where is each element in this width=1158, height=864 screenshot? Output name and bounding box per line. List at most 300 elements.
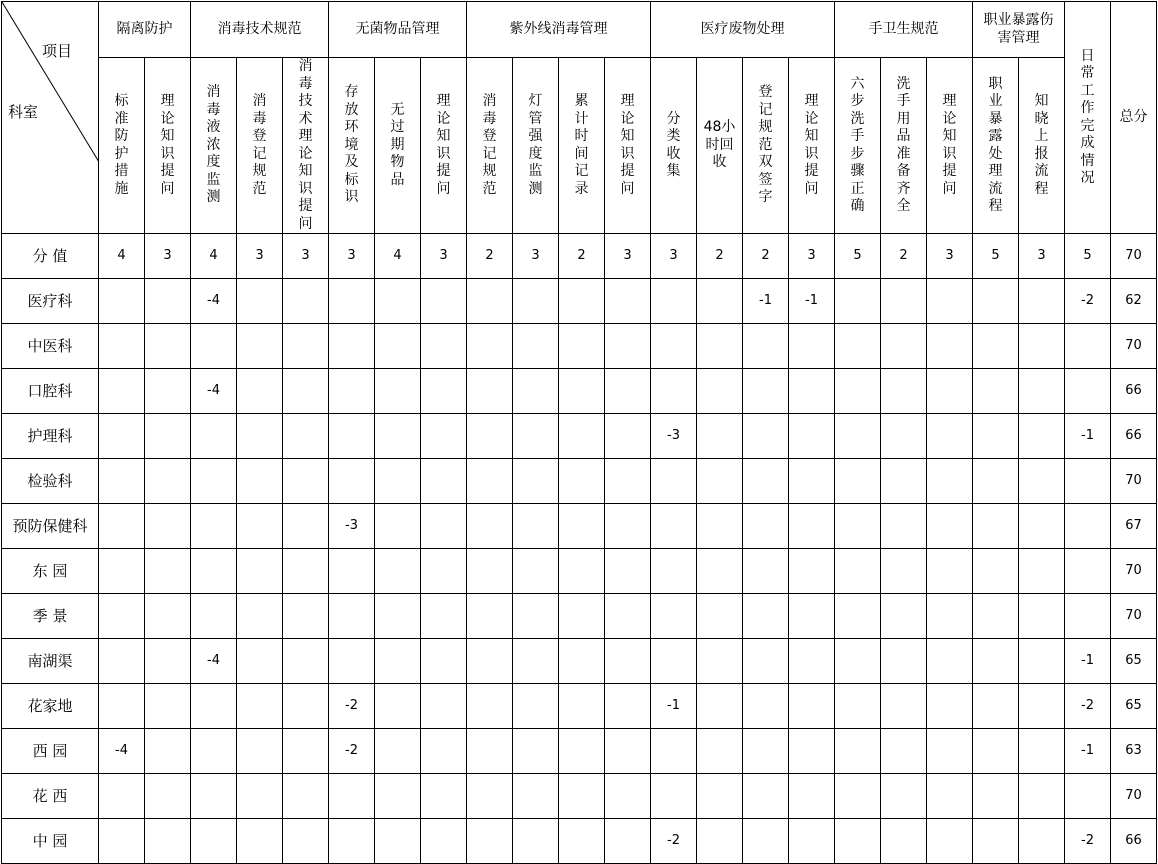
score-cell bbox=[283, 414, 329, 459]
score-cell bbox=[513, 414, 559, 459]
score-cell bbox=[927, 774, 973, 819]
score-cell: -4 bbox=[191, 279, 237, 324]
score-cell: -2 bbox=[1065, 279, 1111, 324]
score-cell bbox=[467, 324, 513, 369]
score-cell bbox=[651, 774, 697, 819]
score-cell bbox=[835, 684, 881, 729]
score-cell bbox=[99, 369, 145, 414]
score-cell bbox=[375, 279, 421, 324]
score-cell bbox=[651, 594, 697, 639]
score-cell bbox=[973, 324, 1019, 369]
score-cell bbox=[467, 684, 513, 729]
score-cell bbox=[99, 414, 145, 459]
score-cell bbox=[973, 414, 1019, 459]
score-cell bbox=[237, 774, 283, 819]
group-header: 医疗废物处理 bbox=[651, 2, 835, 58]
subitem-header: 洗手用品准备齐全 bbox=[881, 58, 927, 234]
score-cell: 5 bbox=[1065, 234, 1111, 279]
score-cell bbox=[789, 549, 835, 594]
score-cell bbox=[559, 639, 605, 684]
score-cell bbox=[329, 774, 375, 819]
score-cell: 3 bbox=[927, 234, 973, 279]
score-cell bbox=[99, 594, 145, 639]
score-cell bbox=[973, 639, 1019, 684]
score-cell bbox=[927, 594, 973, 639]
score-cell: 3 bbox=[329, 234, 375, 279]
score-cell bbox=[789, 684, 835, 729]
subitem-header-row bbox=[2, 58, 1157, 234]
department-name: 口腔科 bbox=[2, 369, 99, 414]
score-cell bbox=[743, 594, 789, 639]
total-cell: 67 bbox=[1111, 504, 1157, 549]
score-cell bbox=[605, 324, 651, 369]
score-cell bbox=[559, 774, 605, 819]
score-cell bbox=[559, 369, 605, 414]
score-cell bbox=[697, 324, 743, 369]
score-cell bbox=[467, 504, 513, 549]
score-cell bbox=[881, 324, 927, 369]
score-cell bbox=[467, 594, 513, 639]
score-cell bbox=[329, 459, 375, 504]
score-cell bbox=[283, 279, 329, 324]
table-row bbox=[2, 504, 1157, 549]
department-name: 检验科 bbox=[2, 459, 99, 504]
score-cell bbox=[375, 774, 421, 819]
score-cell bbox=[835, 324, 881, 369]
score-cell: 3 bbox=[145, 234, 191, 279]
score-cell bbox=[467, 549, 513, 594]
score-cell bbox=[329, 414, 375, 459]
subitem-header: 六步洗手步骤正确 bbox=[835, 58, 881, 234]
score-cell bbox=[145, 819, 191, 864]
table-row bbox=[2, 819, 1157, 864]
department-name: 西 园 bbox=[2, 729, 99, 774]
score-cell: -2 bbox=[1065, 819, 1111, 864]
score-cell: -2 bbox=[329, 729, 375, 774]
score-cell bbox=[1019, 684, 1065, 729]
subitem-header: 消毒登记规范 bbox=[237, 58, 283, 234]
score-cell bbox=[421, 414, 467, 459]
score-cell bbox=[513, 684, 559, 729]
group-header: 消毒技术规范 bbox=[191, 2, 329, 58]
score-cell bbox=[375, 504, 421, 549]
score-cell bbox=[1019, 774, 1065, 819]
score-cell: 4 bbox=[99, 234, 145, 279]
score-cell bbox=[881, 594, 927, 639]
score-cell bbox=[283, 504, 329, 549]
score-cell bbox=[559, 279, 605, 324]
score-cell bbox=[559, 459, 605, 504]
score-cell bbox=[651, 459, 697, 504]
score-cell bbox=[145, 549, 191, 594]
score-cell: 3 bbox=[283, 234, 329, 279]
score-cell bbox=[237, 549, 283, 594]
score-cell bbox=[329, 324, 375, 369]
score-cell bbox=[145, 369, 191, 414]
score-cell bbox=[145, 594, 191, 639]
score-cell bbox=[697, 639, 743, 684]
score-cell bbox=[697, 819, 743, 864]
score-cell: 2 bbox=[559, 234, 605, 279]
department-name: 中 园 bbox=[2, 819, 99, 864]
score-cell bbox=[559, 729, 605, 774]
score-cell: 4 bbox=[191, 234, 237, 279]
score-cell bbox=[835, 459, 881, 504]
table-row bbox=[2, 324, 1157, 369]
total-cell: 70 bbox=[1111, 234, 1157, 279]
score-cell bbox=[421, 549, 467, 594]
score-cell bbox=[99, 639, 145, 684]
score-cell bbox=[835, 774, 881, 819]
corner-bottom-label: 科室 bbox=[8, 103, 39, 121]
table-row bbox=[2, 414, 1157, 459]
score-cell bbox=[697, 414, 743, 459]
table-row bbox=[2, 639, 1157, 684]
score-cell bbox=[329, 819, 375, 864]
score-cell bbox=[559, 324, 605, 369]
score-cell bbox=[1019, 279, 1065, 324]
daily-work-header: 日常工作完成情况 bbox=[1065, 2, 1111, 234]
score-cell bbox=[973, 279, 1019, 324]
score-cell bbox=[513, 279, 559, 324]
subitem-header: 48小时回收 bbox=[697, 58, 743, 234]
score-cell bbox=[1065, 549, 1111, 594]
score-cell bbox=[1065, 459, 1111, 504]
score-cell bbox=[145, 684, 191, 729]
score-cell bbox=[651, 504, 697, 549]
total-cell: 66 bbox=[1111, 414, 1157, 459]
score-cell bbox=[559, 684, 605, 729]
score-cell bbox=[1019, 324, 1065, 369]
score-cell bbox=[1019, 414, 1065, 459]
score-cell bbox=[99, 324, 145, 369]
score-cell bbox=[1019, 594, 1065, 639]
total-cell: 70 bbox=[1111, 549, 1157, 594]
score-cell bbox=[1065, 774, 1111, 819]
score-cell bbox=[605, 639, 651, 684]
score-cell bbox=[697, 594, 743, 639]
score-cell bbox=[375, 549, 421, 594]
score-cell bbox=[559, 594, 605, 639]
total-cell: 70 bbox=[1111, 324, 1157, 369]
score-cell bbox=[237, 504, 283, 549]
score-cell bbox=[743, 504, 789, 549]
score-cell bbox=[881, 639, 927, 684]
score-cell bbox=[697, 279, 743, 324]
score-cell bbox=[881, 459, 927, 504]
score-cell bbox=[421, 729, 467, 774]
subitem-header: 标准防护措施 bbox=[99, 58, 145, 234]
table-row bbox=[2, 729, 1157, 774]
score-cell bbox=[329, 279, 375, 324]
score-cell bbox=[605, 729, 651, 774]
group-header: 隔离防护 bbox=[99, 2, 191, 58]
score-cell bbox=[513, 729, 559, 774]
department-name: 东 园 bbox=[2, 549, 99, 594]
score-cell bbox=[927, 459, 973, 504]
subitem-header: 理论知识提问 bbox=[789, 58, 835, 234]
table-row bbox=[2, 459, 1157, 504]
score-cell bbox=[421, 594, 467, 639]
total-cell: 66 bbox=[1111, 819, 1157, 864]
score-cell bbox=[467, 819, 513, 864]
score-cell: -2 bbox=[329, 684, 375, 729]
score-cell: 2 bbox=[881, 234, 927, 279]
score-cell bbox=[237, 414, 283, 459]
score-cell bbox=[835, 414, 881, 459]
total-cell: 63 bbox=[1111, 729, 1157, 774]
score-cell bbox=[191, 414, 237, 459]
score-cell bbox=[421, 459, 467, 504]
score-cell bbox=[145, 504, 191, 549]
score-cell bbox=[283, 819, 329, 864]
score-cell bbox=[789, 369, 835, 414]
subitem-header: 理论知识提问 bbox=[605, 58, 651, 234]
score-cell bbox=[927, 819, 973, 864]
score-cell: 3 bbox=[513, 234, 559, 279]
score-cell: -1 bbox=[1065, 414, 1111, 459]
score-cell: -1 bbox=[1065, 639, 1111, 684]
score-cell bbox=[1065, 504, 1111, 549]
score-cell bbox=[651, 279, 697, 324]
score-cell bbox=[605, 279, 651, 324]
score-cell bbox=[559, 549, 605, 594]
table-row bbox=[2, 774, 1157, 819]
subitem-header: 登记规范双签字 bbox=[743, 58, 789, 234]
score-cell: -3 bbox=[651, 414, 697, 459]
score-cell bbox=[467, 774, 513, 819]
score-cell bbox=[375, 369, 421, 414]
group-header-row bbox=[2, 2, 1157, 58]
score-cell bbox=[467, 279, 513, 324]
score-cell bbox=[605, 459, 651, 504]
subitem-header: 理论知识提问 bbox=[421, 58, 467, 234]
score-cell bbox=[835, 369, 881, 414]
corner-header bbox=[2, 2, 99, 234]
department-name: 医疗科 bbox=[2, 279, 99, 324]
score-cell bbox=[973, 594, 1019, 639]
score-cell bbox=[697, 459, 743, 504]
score-cell bbox=[237, 819, 283, 864]
score-cell: -4 bbox=[191, 639, 237, 684]
department-name: 护理科 bbox=[2, 414, 99, 459]
score-cell bbox=[1019, 819, 1065, 864]
score-cell bbox=[513, 369, 559, 414]
score-cell bbox=[375, 729, 421, 774]
department-name: 中医科 bbox=[2, 324, 99, 369]
score-cell bbox=[927, 729, 973, 774]
score-cell bbox=[789, 594, 835, 639]
score-cell bbox=[927, 639, 973, 684]
score-cell bbox=[973, 459, 1019, 504]
score-cell bbox=[605, 594, 651, 639]
score-cell bbox=[237, 684, 283, 729]
score-cell bbox=[559, 504, 605, 549]
score-cell bbox=[191, 819, 237, 864]
score-cell bbox=[651, 324, 697, 369]
group-header: 无菌物品管理 bbox=[329, 2, 467, 58]
subitem-header: 存放环境及标识 bbox=[329, 58, 375, 234]
total-cell: 70 bbox=[1111, 459, 1157, 504]
score-cell bbox=[973, 819, 1019, 864]
score-cell bbox=[789, 639, 835, 684]
score-cell bbox=[881, 729, 927, 774]
score-cell bbox=[283, 684, 329, 729]
department-name: 花家地 bbox=[2, 684, 99, 729]
score-cell bbox=[973, 504, 1019, 549]
score-cell bbox=[421, 639, 467, 684]
score-cell bbox=[605, 549, 651, 594]
score-cell bbox=[283, 774, 329, 819]
subitem-header: 消毒液浓度监测 bbox=[191, 58, 237, 234]
score-cell bbox=[605, 369, 651, 414]
score-cell bbox=[513, 594, 559, 639]
score-cell bbox=[237, 324, 283, 369]
score-cell bbox=[605, 414, 651, 459]
score-cell: -4 bbox=[191, 369, 237, 414]
score-cell bbox=[651, 369, 697, 414]
score-cell bbox=[329, 369, 375, 414]
score-cell bbox=[1065, 369, 1111, 414]
score-cell bbox=[191, 504, 237, 549]
score-cell bbox=[145, 414, 191, 459]
score-cell bbox=[191, 774, 237, 819]
score-cell bbox=[329, 639, 375, 684]
subitem-header: 消毒登记规范 bbox=[467, 58, 513, 234]
score-cell bbox=[697, 729, 743, 774]
score-cell: 5 bbox=[835, 234, 881, 279]
score-cell bbox=[651, 729, 697, 774]
score-cell bbox=[191, 729, 237, 774]
score-cell bbox=[283, 639, 329, 684]
score-cell bbox=[559, 819, 605, 864]
score-cell bbox=[605, 819, 651, 864]
score-cell bbox=[789, 819, 835, 864]
total-cell: 65 bbox=[1111, 639, 1157, 684]
total-cell: 65 bbox=[1111, 684, 1157, 729]
score-cell bbox=[743, 369, 789, 414]
score-cell bbox=[283, 729, 329, 774]
score-cell bbox=[927, 549, 973, 594]
score-cell bbox=[467, 639, 513, 684]
score-cell bbox=[789, 414, 835, 459]
department-name: 南湖渠 bbox=[2, 639, 99, 684]
score-cell bbox=[881, 774, 927, 819]
score-cell bbox=[283, 324, 329, 369]
score-cell bbox=[513, 819, 559, 864]
score-cell: 3 bbox=[651, 234, 697, 279]
score-cell bbox=[145, 324, 191, 369]
score-cell bbox=[881, 684, 927, 729]
department-name: 花 西 bbox=[2, 774, 99, 819]
score-cell bbox=[375, 414, 421, 459]
score-cell bbox=[835, 504, 881, 549]
score-cell bbox=[697, 369, 743, 414]
score-cell: 3 bbox=[421, 234, 467, 279]
score-cell bbox=[881, 819, 927, 864]
score-cell bbox=[237, 459, 283, 504]
score-cell bbox=[651, 549, 697, 594]
score-cell: -1 bbox=[651, 684, 697, 729]
score-cell bbox=[191, 324, 237, 369]
table-body bbox=[2, 234, 1157, 864]
score-cell: 2 bbox=[697, 234, 743, 279]
score-cell: 3 bbox=[1019, 234, 1065, 279]
score-cell: 5 bbox=[973, 234, 1019, 279]
score-cell bbox=[927, 324, 973, 369]
score-cell bbox=[743, 459, 789, 504]
score-cell bbox=[467, 729, 513, 774]
score-cell bbox=[881, 279, 927, 324]
score-cell bbox=[789, 504, 835, 549]
subitem-header: 无过期物品 bbox=[375, 58, 421, 234]
score-cell bbox=[743, 639, 789, 684]
subitem-header: 累计时间记录 bbox=[559, 58, 605, 234]
score-cell: 2 bbox=[743, 234, 789, 279]
score-cell: 3 bbox=[237, 234, 283, 279]
score-cell bbox=[835, 819, 881, 864]
table-row bbox=[2, 594, 1157, 639]
score-cell bbox=[743, 684, 789, 729]
total-cell: 70 bbox=[1111, 594, 1157, 639]
total-cell: 70 bbox=[1111, 774, 1157, 819]
score-cell bbox=[743, 729, 789, 774]
score-cell bbox=[743, 774, 789, 819]
score-cell bbox=[99, 459, 145, 504]
score-cell bbox=[743, 549, 789, 594]
group-header: 紫外线消毒管理 bbox=[467, 2, 651, 58]
score-cell bbox=[973, 369, 1019, 414]
score-cell bbox=[145, 459, 191, 504]
score-cell bbox=[513, 774, 559, 819]
score-cell bbox=[973, 684, 1019, 729]
score-cell bbox=[743, 324, 789, 369]
corner-top-label: 项目 bbox=[41, 42, 72, 60]
score-cell bbox=[191, 594, 237, 639]
score-cell bbox=[99, 549, 145, 594]
score-cell bbox=[1019, 369, 1065, 414]
score-cell bbox=[513, 459, 559, 504]
score-cell bbox=[697, 684, 743, 729]
score-cell bbox=[789, 729, 835, 774]
score-cell bbox=[927, 414, 973, 459]
subitem-header: 分类收集 bbox=[651, 58, 697, 234]
score-cell bbox=[835, 594, 881, 639]
score-cell bbox=[421, 504, 467, 549]
total-cell: 62 bbox=[1111, 279, 1157, 324]
score-cell: -3 bbox=[329, 504, 375, 549]
score-cell: -1 bbox=[789, 279, 835, 324]
score-cell bbox=[99, 279, 145, 324]
score-cell bbox=[421, 684, 467, 729]
subitem-header: 理论知识提问 bbox=[145, 58, 191, 234]
score-cell bbox=[605, 774, 651, 819]
score-cell bbox=[283, 549, 329, 594]
score-cell bbox=[237, 729, 283, 774]
score-cell bbox=[513, 639, 559, 684]
score-cell bbox=[329, 549, 375, 594]
score-cell bbox=[789, 774, 835, 819]
score-cell bbox=[421, 819, 467, 864]
score-value-row bbox=[2, 234, 1157, 279]
score-cell bbox=[927, 279, 973, 324]
score-cell bbox=[1019, 729, 1065, 774]
subitem-header: 知晓上报流程 bbox=[1019, 58, 1065, 234]
table-row bbox=[2, 684, 1157, 729]
table-row bbox=[2, 279, 1157, 324]
score-cell bbox=[237, 594, 283, 639]
subitem-header: 灯管强度监测 bbox=[513, 58, 559, 234]
